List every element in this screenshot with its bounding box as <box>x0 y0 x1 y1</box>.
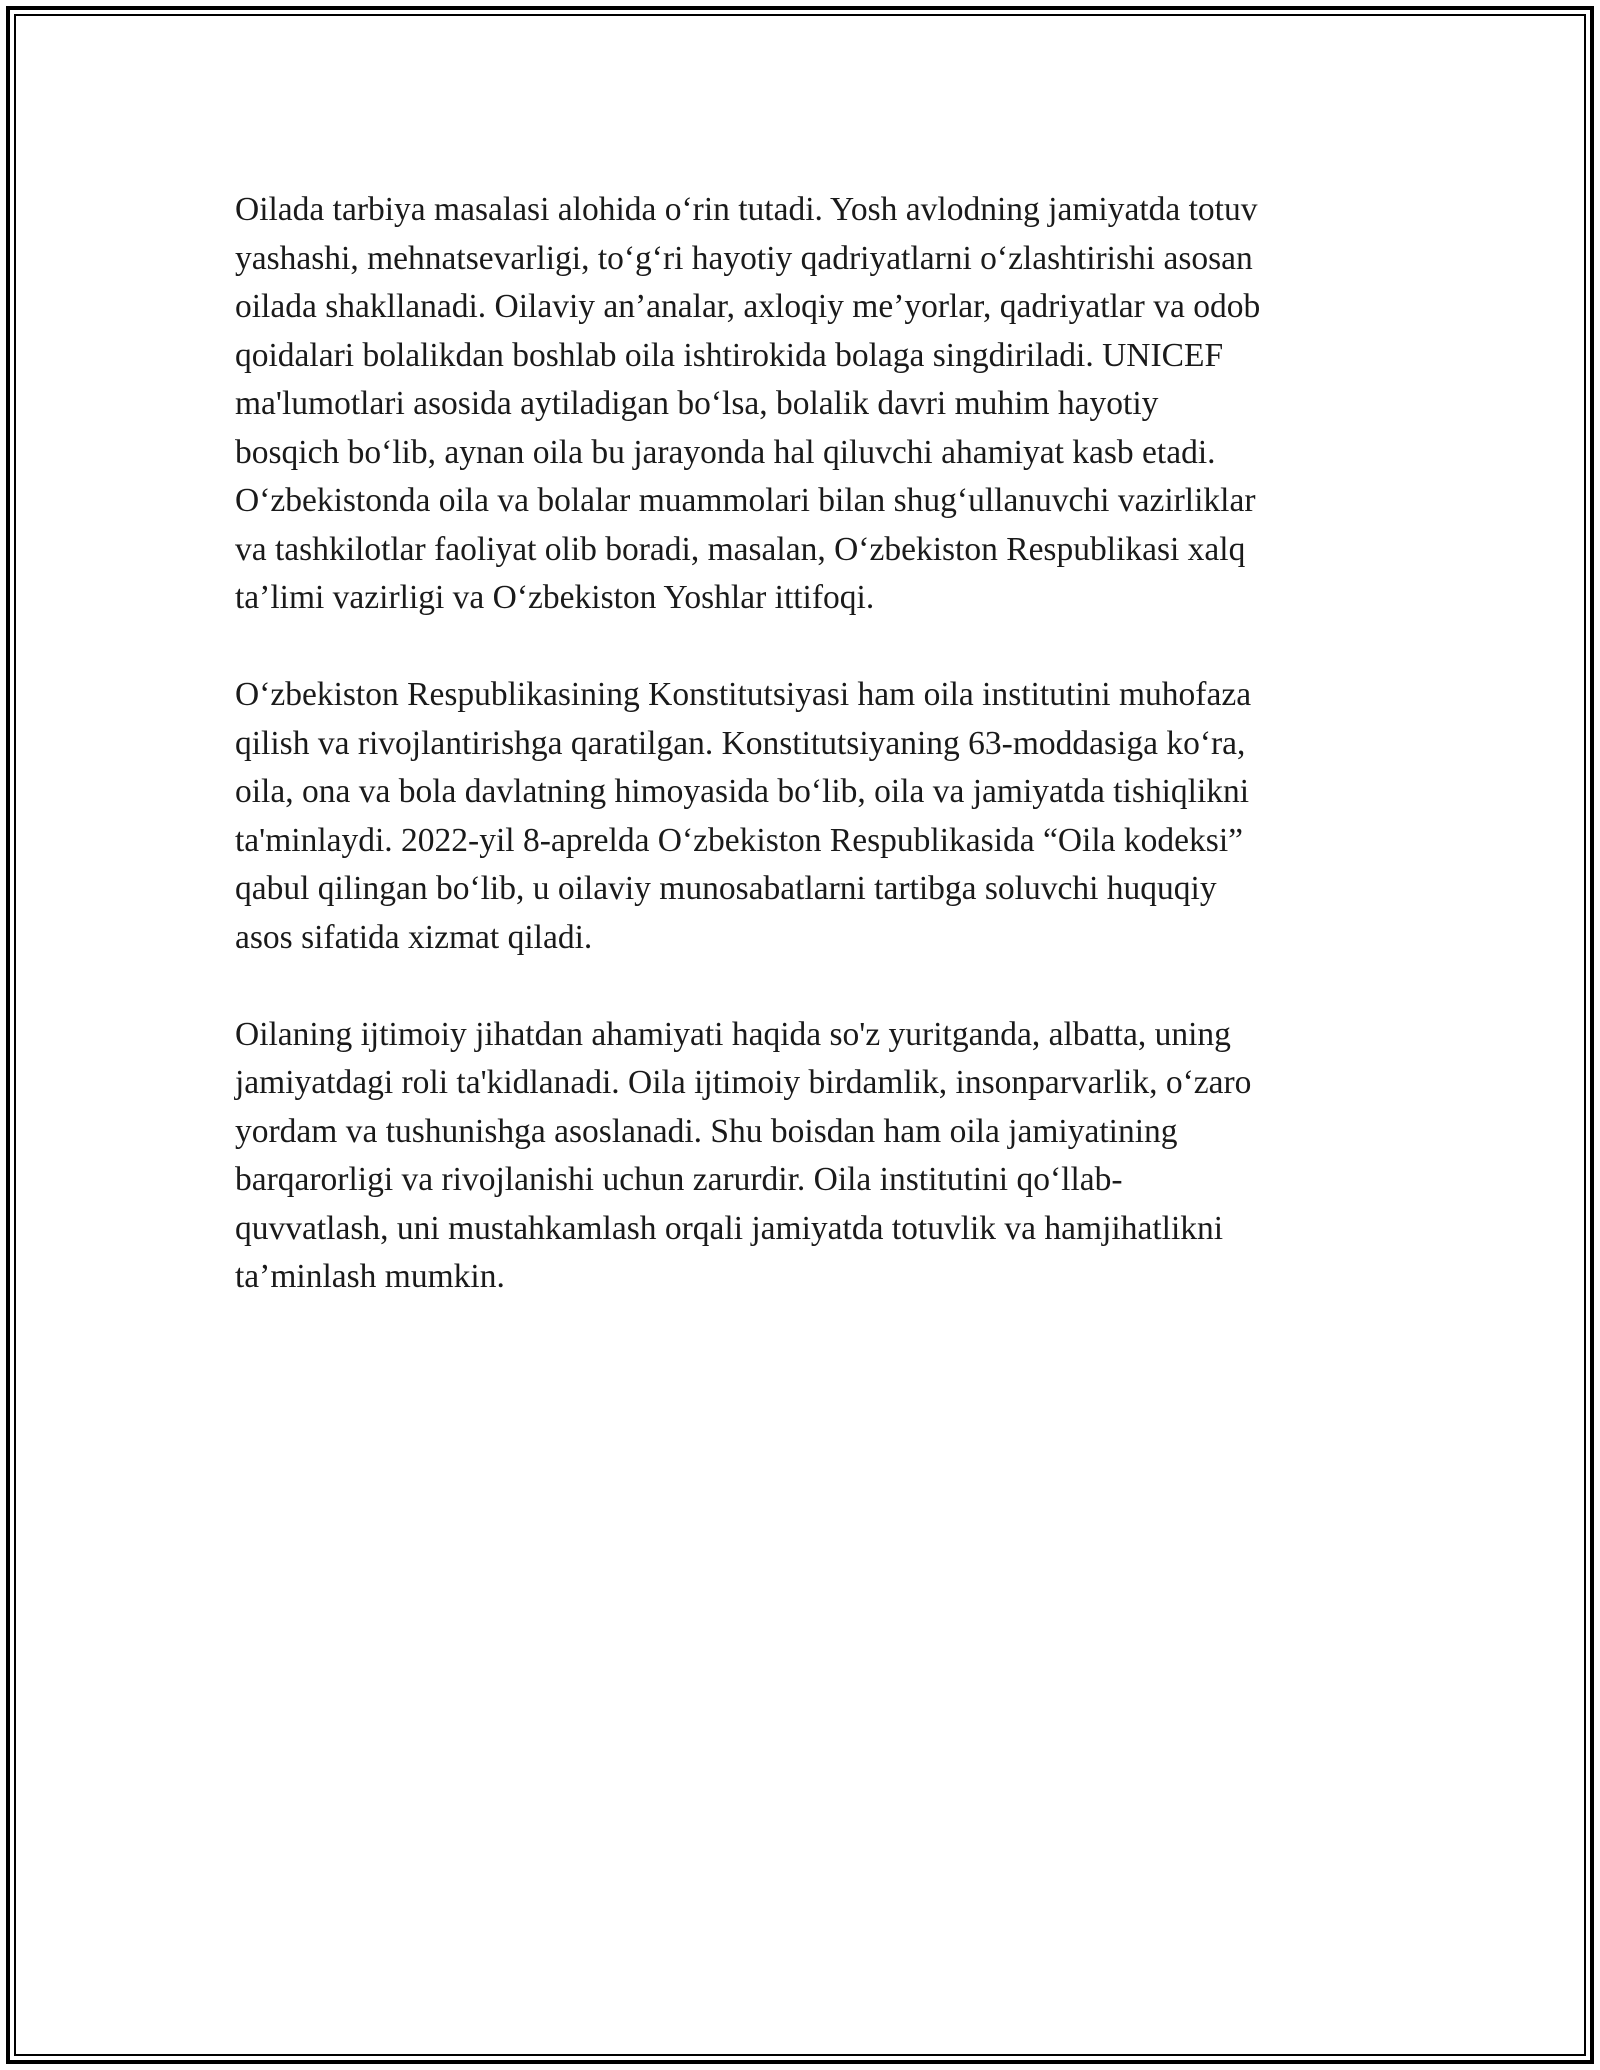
text-line: qoidalari bolalikdan boshlab oila ishtirokida bolaga singdiriladi. UNICEF <box>235 336 1224 374</box>
text-line: yordam va tushunishga asoslanadi. Shu boisdan ham oila jamiyatining <box>235 1112 1178 1150</box>
document-body <box>235 186 1375 1350</box>
paragraph-3 <box>235 1011 1375 1302</box>
text-line: ta’limi vazirligi va O‘zbekiston Yoshlar ittifoqi. <box>235 579 875 616</box>
paragraph-1 <box>235 186 1375 623</box>
text-line: va tashkilotlar faoliyat olib boradi, masalan, O‘zbekiston Respublikasi xalq <box>235 530 1246 568</box>
text-line: ma'lumotlari asosida aytiladigan bo‘lsa, bolalik davri muhim hayotiy <box>235 385 1159 422</box>
text-line: O‘zbekistonda oila va bolalar muammolari bilan shug‘ullanuvchi vazirliklar <box>235 482 1256 519</box>
text-line: oilada shakllanadi. Oilaviy an’analar, axloqiy me’yorlar, qadriyatlar va odob <box>235 288 1261 325</box>
text-line: qilish va rivojlantirishga qaratilgan. Konstitutsiyaning 63-moddasiga ko‘ra, <box>235 724 1246 762</box>
text-line: oila, ona va bola davlatning himoyasida bo‘lib, oila va jamiyatda tishiqlikni <box>235 773 1250 810</box>
text-line: bosqich bo‘lib, aynan oila bu jarayonda hal qiluvchi ahamiyat kasb etadi. <box>235 433 1216 471</box>
text-line: barqarorligi va rivojlanishi uchun zarurdir. Oila institutini qo‘llab- <box>235 1161 1123 1198</box>
text-line: yashashi, mehnatsevarligi, to‘g‘ri hayotiy qadriyatlarni o‘zlashtirishi asosan <box>235 239 1253 277</box>
text-line: Oilaning ijtimoiy jihatdan ahamiyati haqida so'z yuritganda, albatta, uning <box>235 1015 1231 1053</box>
text-line: ta'minlaydi. 2022-yil 8-aprelda O‘zbekiston Respublikasida “Oila kodeksi” <box>235 821 1243 859</box>
text-line: jamiyatdagi roli ta'kidlanadi. Oila ijtimoiy birdamlik, insonparvarlik, o‘zaro <box>235 1064 1252 1101</box>
text-line: ta’minlash mumkin. <box>235 1258 505 1295</box>
text-line: asos sifatida xizmat qiladi. <box>235 918 593 956</box>
paragraph-2 <box>235 671 1375 962</box>
text-line: qabul qilingan bo‘lib, u oilaviy munosabatlarni tartibga soluvchi huquqiy <box>235 870 1217 907</box>
text-line: Oilada tarbiya masalasi alohida o‘rin tutadi. Yosh avlodning jamiyatda totuv <box>235 191 1258 228</box>
text-line: quvvatlash, uni mustahkamlash orqali jamiyatda totuvlik va hamjihatlikni <box>235 1209 1224 1247</box>
text-line: O‘zbekiston Respublikasining Konstitutsiyasi ham oila institutini muhofaza <box>235 676 1252 713</box>
